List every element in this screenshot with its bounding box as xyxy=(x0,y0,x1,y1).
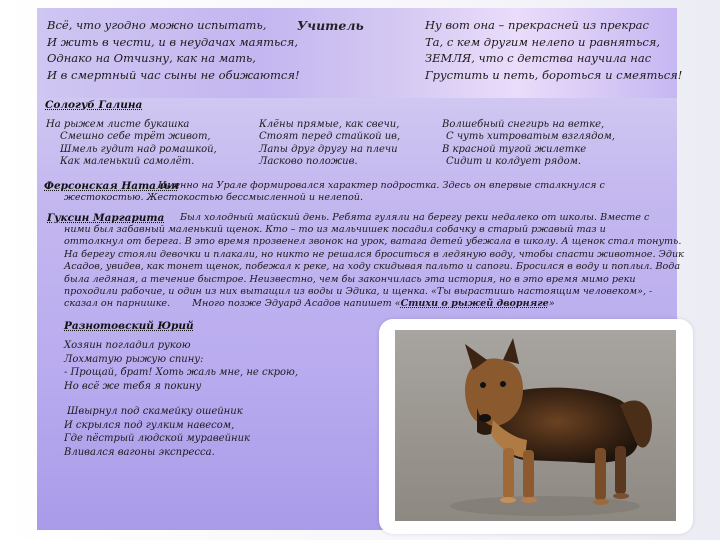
essay-line: оттолкнул от берега. В это время прозвенел звонок на урок, ватага детей убежала в школу. А щенок стал тонуть. xyxy=(64,236,682,248)
poem-line: Швырнул под скамейку ошейник xyxy=(67,406,243,417)
poem-line: Вливался вагоны экспресса. xyxy=(64,446,215,458)
dog-photo-icon xyxy=(395,330,676,521)
top-left-stanza xyxy=(47,17,300,83)
poem-4-stanza-1 xyxy=(64,339,298,393)
author-name: Ферсонская Наталья xyxy=(44,180,179,192)
stanza-line: Однако на Отчизну, как на мать, xyxy=(47,51,256,66)
poem-line: В красной тугой жилетке xyxy=(442,143,587,155)
author-name: Разнотовский Юрий xyxy=(64,320,194,332)
poem-line: - Прощай, брат! Хоть жаль мне, не скрою, xyxy=(64,367,298,379)
stanza-line: И жить в чести, и в неудачах маяться, xyxy=(47,34,298,49)
essay-line: проходили рабочие, и один из них вытащил из воды и Эдика, и щенка. «Ты вырастишь настоящим человеком», - xyxy=(64,286,653,298)
stanza-line: Всё, что угодно можно испытать, xyxy=(47,18,267,32)
poem-line: Стоят перед стайкой ив, xyxy=(259,131,401,143)
essay-text: сказал он парнишке. xyxy=(64,298,171,310)
essay-line: На берегу стояли девочки и плакали, но никто не решался броситься в ледяную воду, чтобы спасти животное. Эдик xyxy=(64,248,684,260)
poem-column-2 xyxy=(259,119,400,168)
poem-title-link: Стихи о рыжей дворняге xyxy=(400,298,549,310)
essay-line-last xyxy=(64,298,684,310)
poem-line: Волшебный снегирь на ветке, xyxy=(442,119,605,130)
poem-line: С чуть хитроватым взглядом, xyxy=(446,131,615,143)
poem-column-1 xyxy=(46,119,217,168)
stanza-line: ЗЕМЛЯ, что с детства научила нас xyxy=(425,51,652,66)
poem-line: Лапы друг другу на плечи xyxy=(259,143,398,155)
poem-line: Лохматую рыжую спину: xyxy=(64,353,204,365)
poem-4-stanza-2 xyxy=(64,405,250,459)
poem-line: Ласково положив. xyxy=(259,155,358,167)
poem-line: И скрылся под гулким навесом, xyxy=(64,419,235,431)
essay-line: Был холодный майский день. Ребята гуляли на берегу реки недалеко от школы. Вместе с xyxy=(180,212,650,223)
essay-line: Именно на Урале формировался характер подростка. Здесь он впервые сталкнулся с xyxy=(158,180,605,191)
poem-line: Но всё же тебя я покину xyxy=(64,380,202,392)
essay-text: Много позже Эдуард Асадов напишет « xyxy=(192,298,401,310)
poem-line: Шмель гудит над ромашкой, xyxy=(60,143,217,155)
author-name: Сологуб Галина xyxy=(45,99,143,111)
essay-paragraph xyxy=(64,224,684,311)
essay-line: жестокостью. Жестокостью бессмысленной и нелепой. xyxy=(64,192,364,203)
poem-column-3 xyxy=(442,119,615,168)
essay-paragraph xyxy=(64,192,363,204)
photo-frame xyxy=(379,319,693,534)
essay-line: Асадов, увидев, как тонет щенок, побежал к реке, на ходу скидывая пальто и сапоги. Бросился в воду и поплыл. Вода xyxy=(64,261,681,273)
stanza-line: Ну вот она – прекрасней из прекрас xyxy=(425,18,649,32)
author-name: Гуксин Маргарита xyxy=(47,212,165,224)
essay-line: была ледяная, а течение быстрое. Неизвестно, чем бы закончилась эта история, но в это время мимо реки xyxy=(64,273,636,285)
poem-line: Где пёстрый людской муравейник xyxy=(64,433,251,445)
essay-text: » xyxy=(548,298,555,310)
teacher-label: Учитель xyxy=(297,18,364,33)
essay-paragraph xyxy=(180,212,649,224)
poem-line: Как маленький самолёт. xyxy=(60,155,195,167)
poem-line: Хозяин погладил рукою xyxy=(64,340,191,351)
essay-line: ними был забавный маленький щенок. Кто – то из мальчишек посадил собачку в старый ржавый таз и xyxy=(64,224,606,235)
poem-line: На рыжем листе букашка xyxy=(46,119,190,130)
top-right-stanza xyxy=(425,17,682,83)
dog-photo xyxy=(395,330,676,521)
poem-line: Смешно себе трёт живот, xyxy=(60,131,211,143)
stanza-line: Та, с кем другим нелепо и равняться, xyxy=(425,34,661,49)
stanza-line: И в смертный час сыны не обижаются! xyxy=(47,67,300,82)
stanza-line: Грустить и петь, бороться и смеяться! xyxy=(425,67,683,82)
poem-line: Клёны прямые, как свечи, xyxy=(259,119,400,130)
poem-line: Сидит и колдует рядом. xyxy=(446,155,582,167)
essay-paragraph xyxy=(158,180,605,192)
